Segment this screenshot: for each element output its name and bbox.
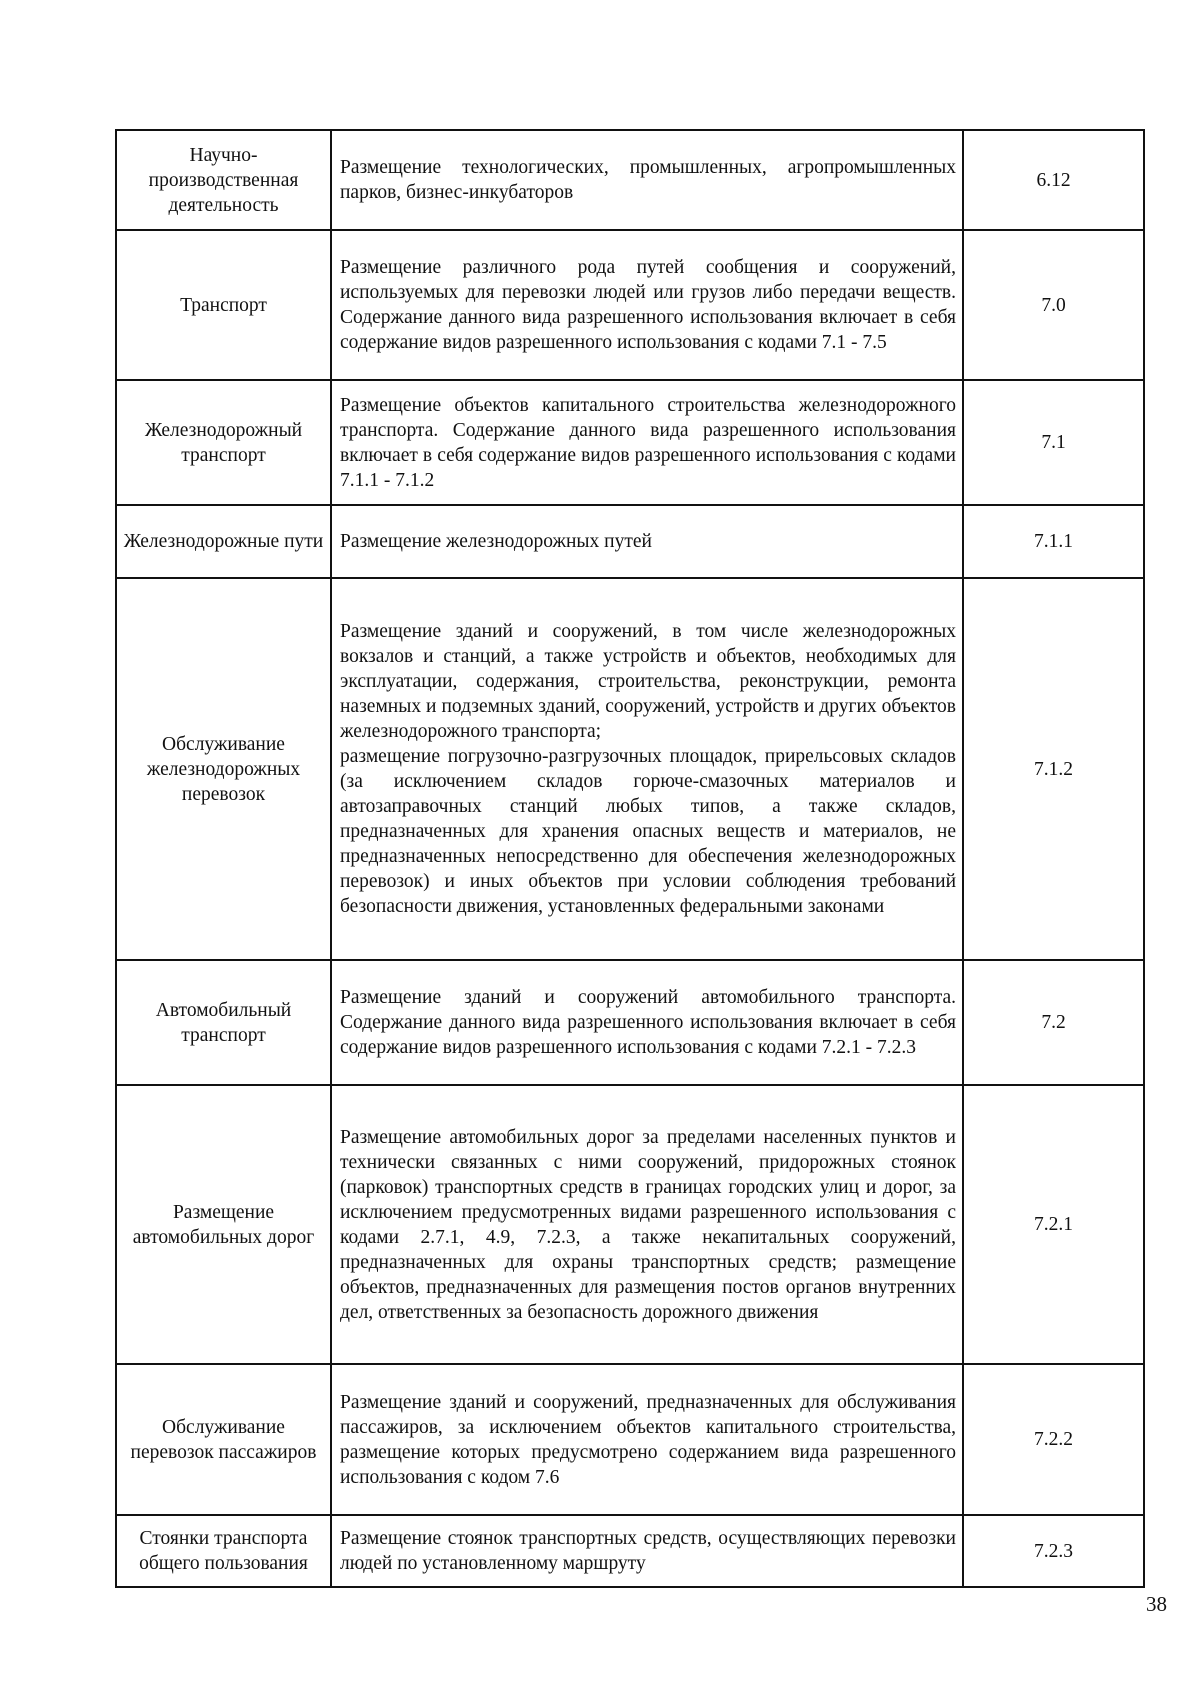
land-use-name: Научно-производственная деятельность <box>116 130 331 230</box>
description-paragraph: Размещение зданий и сооружений, в том числе железнодорожных вокзалов и станций, а также устройств и объектов, необходимых для эксплуатации, содержания, строительства, реконструкции, ремонта наземных и подземных зданий, сооружений, устройств и других объектов железнодорожного транспорта; <box>340 621 956 742</box>
land-use-name: Железнодорожные пути <box>116 505 331 578</box>
table-row <box>116 1085 1144 1364</box>
table-row <box>116 505 1144 578</box>
land-use-name: Размещение автомобильных дорог <box>116 1085 331 1364</box>
land-use-name: Автомобильный транспорт <box>116 960 331 1085</box>
table-row <box>116 130 1144 230</box>
land-use-description <box>331 1085 963 1364</box>
land-use-code: 7.1.1 <box>963 505 1144 578</box>
description-paragraph: Размещение зданий и сооружений, предназначенных для обслуживания пассажиров, за исключением объектов капитального строительства, размещение которых предусмотрено содержанием вида разрешенного использования с кодом 7.6 <box>340 1391 956 1488</box>
description-paragraph: Размещение объектов капитального строительства железнодорожного транспорта. Содержание данного вида разрешенного использования включает в себя содержание видов разрешенного использования с кодами 7.1.1 - 7.1.2 <box>340 394 956 491</box>
description-paragraph: Размещение зданий и сооружений автомобильного транспорта. Содержание данного вида разрешенного использования включает в себя содержание видов разрешенного использования с кодами 7.2.1 - 7.2.3 <box>340 987 956 1058</box>
land-use-description <box>331 130 963 230</box>
land-use-name: Обслуживание железнодорожных перевозок <box>116 578 331 960</box>
table-row <box>116 1515 1144 1587</box>
land-use-code: 7.2.2 <box>963 1364 1144 1515</box>
description-paragraph: Размещение различного рода путей сообщения и сооружений, используемых для перевозки людей или грузов либо передачи веществ. Содержание данного вида разрешенного использования включает в себя содержание видов разрешенного использования с кодами 7.1 - 7.5 <box>340 257 956 353</box>
table-row <box>116 380 1144 505</box>
land-use-code: 7.1.2 <box>963 578 1144 960</box>
land-use-description <box>331 505 963 578</box>
page-number: 38 <box>1146 1592 1167 1616</box>
land-use-code: 7.2.1 <box>963 1085 1144 1364</box>
land-use-table <box>115 129 1145 1588</box>
description-paragraph: Размещение автомобильных дорог за пределами населенных пунктов и технически связанных с ними сооружений, придорожных стоянок (парковок) транспортных средств в границах городских улиц и дорог, за исключением предусмотренных видами разрешенного использования с кодами 2.7.1, 4.9, 7.2.3, а также некапитальных сооружений, предназначенных для охраны транспортных средств; размещение объектов, предназначенных для размещения постов органов внутренних дел, ответственных за безопасность дорожного движения <box>340 1126 956 1323</box>
description-paragraph: Размещение технологических, промышленных, агропромышленных парков, бизнес-инкубаторов <box>340 157 956 203</box>
table-row <box>116 578 1144 960</box>
land-use-code: 7.2.3 <box>963 1515 1144 1587</box>
land-use-code: 6.12 <box>963 130 1144 230</box>
land-use-name: Транспорт <box>116 230 331 380</box>
description-paragraph: Размещение железнодорожных путей <box>340 531 652 552</box>
description-paragraph: размещение погрузочно-разгрузочных площадок, прирельсовых складов (за исключением складов горюче-смазочных материалов и автозаправочных станций любых типов, а также складов, предназначенных для хранения опасных веществ и материалов, не предназначенных непосредственно для обеспечения железнодорожных перевозок) и иных объектов при условии соблюдения требований безопасности движения, установленных федеральными законами <box>340 746 956 917</box>
land-use-description <box>331 578 963 960</box>
table-row <box>116 230 1144 380</box>
table-row <box>116 1364 1144 1515</box>
land-use-name: Обслуживание перевозок пассажиров <box>116 1364 331 1515</box>
table-row <box>116 960 1144 1085</box>
land-use-name: Стоянки транспорта общего пользования <box>116 1515 331 1587</box>
land-use-code: 7.2 <box>963 960 1144 1085</box>
land-use-description <box>331 380 963 505</box>
land-use-description <box>331 960 963 1085</box>
land-use-description <box>331 230 963 380</box>
land-use-description <box>331 1515 963 1587</box>
description-paragraph: Размещение стоянок транспортных средств, осуществляющих перевозки людей по установленному маршруту <box>340 1528 956 1574</box>
land-use-code: 7.1 <box>963 380 1144 505</box>
land-use-name: Железнодорожный транспорт <box>116 380 331 505</box>
land-use-code: 7.0 <box>963 230 1144 380</box>
land-use-description <box>331 1364 963 1515</box>
